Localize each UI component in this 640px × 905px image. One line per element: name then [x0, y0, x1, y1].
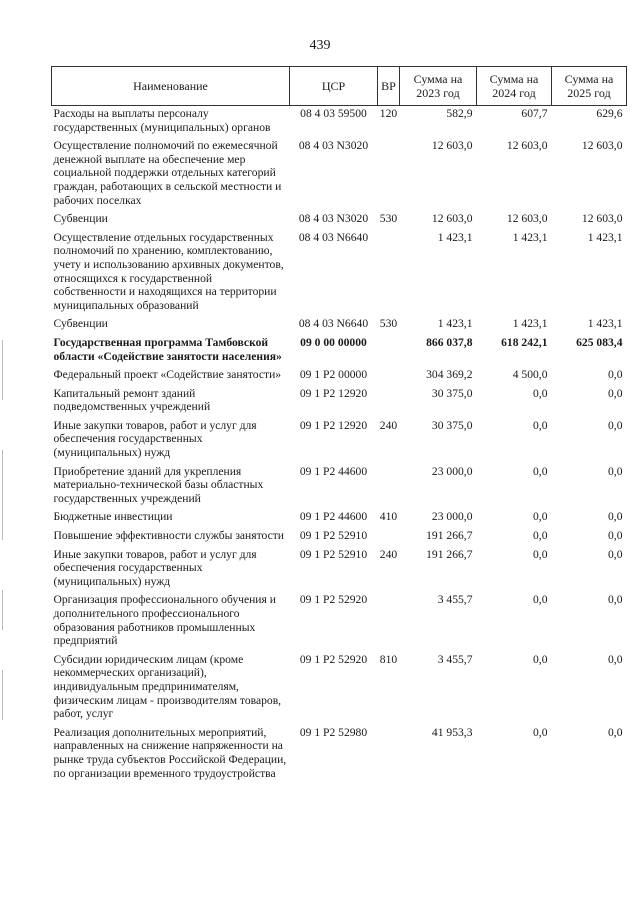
- cell-vr: 530: [379, 212, 398, 226]
- cell-sum-2024: 12 603,0: [506, 212, 548, 226]
- cell-sum-2024: 618 242,1: [501, 335, 548, 349]
- cell-csr: 09 1 P2 12920: [299, 418, 368, 432]
- cell-csr: 09 1 P2 44600: [299, 510, 368, 524]
- cell-sum-2024: 0,0: [533, 547, 548, 561]
- cell-sum-2025: 0,0: [608, 464, 623, 478]
- cell-csr: 09 0 00 00000: [300, 335, 367, 349]
- cell-sum-2025: 0,0: [608, 510, 623, 524]
- cell-vr: [378, 528, 400, 547]
- header-sum-2024: Сумма на 2024 год: [477, 67, 552, 106]
- budget-table: [51, 66, 627, 784]
- cell-vr: 240: [379, 418, 398, 432]
- cell-name: Субсидии юридическим лицам (кроме некоммерческих организаций), индивидуальным предпринимателям, физическим лицам - производителям товаров, работ, услуг: [53, 652, 282, 721]
- cell-name: Расходы на выплаты персоналу государственных (муниципальных) органов: [53, 107, 271, 134]
- table-row: [52, 335, 627, 367]
- cell-sum-2024: 1 423,1: [512, 317, 548, 331]
- cell-name: Субвенции: [53, 212, 108, 226]
- cell-name: Субвенции: [53, 317, 108, 331]
- margin-marks: [2, 340, 4, 720]
- cell-sum-2023: 191 266,7: [426, 529, 473, 543]
- cell-sum-2023: 23 000,0: [431, 510, 473, 524]
- cell-sum-2025: 0,0: [608, 386, 623, 400]
- cell-name: Осуществление отдельных государственных полномочий по хранению, комплектованию, учету и использованию архивных документов, относящихся к государственной собственности и находящихся на территории муниципальных образований: [53, 230, 284, 312]
- cell-sum-2025: 629,6: [596, 107, 623, 120]
- cell-vr: [378, 464, 400, 510]
- cell-sum-2025: 625 083,4: [576, 335, 623, 349]
- cell-csr: 08 4 03 59500: [300, 107, 367, 120]
- cell-csr: 08 4 03 N6640: [298, 317, 369, 331]
- header-sum-2023: Сумма на 2023 год: [400, 67, 477, 106]
- page-number: 439: [309, 38, 331, 53]
- header-name: Наименование: [52, 67, 290, 106]
- table-row: [52, 138, 627, 211]
- cell-csr: 08 4 03 N6640: [298, 230, 369, 244]
- cell-vr: [378, 725, 400, 784]
- table-row: [52, 418, 627, 464]
- cell-sum-2023: 1 423,1: [437, 230, 473, 244]
- cell-sum-2023: 12 603,0: [431, 212, 473, 226]
- cell-vr: [378, 367, 400, 386]
- cell-name: Бюджетные инвестиции: [53, 510, 173, 524]
- cell-sum-2025: 12 603,0: [581, 139, 623, 153]
- cell-csr: 09 1 P2 52910: [299, 547, 368, 561]
- cell-sum-2025: 0,0: [608, 593, 623, 607]
- header-sum-2025: Сумма на 2025 год: [552, 67, 627, 106]
- table-row: [52, 211, 627, 230]
- table-row: [52, 367, 627, 386]
- cell-sum-2025: 0,0: [608, 652, 623, 666]
- cell-sum-2023: 1 423,1: [437, 317, 473, 331]
- cell-vr: 410: [379, 510, 398, 524]
- cell-sum-2025: 1 423,1: [587, 230, 623, 244]
- cell-sum-2024: 0,0: [533, 529, 548, 543]
- cell-vr: 810: [379, 652, 398, 666]
- table-row: [52, 547, 627, 593]
- table-row: [52, 386, 627, 418]
- cell-vr: [378, 138, 400, 211]
- cell-name: Федеральный проект «Содействие занятости»: [53, 368, 282, 382]
- cell-sum-2023: 3 455,7: [437, 593, 473, 607]
- cell-sum-2024: 4 500,0: [512, 368, 548, 382]
- table-row: [52, 652, 627, 725]
- cell-csr: 09 1 P2 44600: [299, 464, 368, 478]
- cell-vr: 120: [379, 107, 398, 120]
- table-row: [52, 592, 627, 651]
- table-row: [52, 316, 627, 335]
- cell-name: Иные закупки товаров, работ и услуг для обеспечения государственных (муниципальных) нужд: [53, 547, 257, 588]
- cell-sum-2023: 304 369,2: [426, 368, 473, 382]
- cell-csr: 09 1 P2 52920: [299, 652, 368, 666]
- cell-sum-2024: 0,0: [533, 418, 548, 432]
- cell-vr: [378, 335, 400, 367]
- cell-sum-2023: 12 603,0: [431, 139, 473, 153]
- cell-sum-2023: 191 266,7: [426, 547, 473, 561]
- cell-sum-2024: 12 603,0: [506, 139, 548, 153]
- cell-vr: [378, 386, 400, 418]
- cell-sum-2024: 0,0: [533, 386, 548, 400]
- table-row: [52, 528, 627, 547]
- cell-name: Осуществление полномочий по ежемесячной денежной выплате на обеспечение мер социальной поддержки отдельных категорий граждан, работающих в сельской местности и рабочих поселках: [53, 139, 282, 207]
- header-csr: ЦСР: [290, 67, 378, 106]
- cell-csr: 09 1 P2 52920: [299, 593, 368, 607]
- cell-vr: [378, 230, 400, 317]
- cell-sum-2023: 866 037,8: [426, 335, 473, 349]
- cell-name: Иные закупки товаров, работ и услуг для обеспечения государственных (муниципальных) нужд: [53, 418, 257, 460]
- cell-vr: 530: [379, 317, 398, 331]
- cell-sum-2024: 0,0: [533, 652, 548, 666]
- cell-sum-2023: 30 375,0: [431, 418, 473, 432]
- cell-name: Повышение эффективности службы занятости: [53, 529, 284, 543]
- table-row: [52, 509, 627, 528]
- cell-vr: 240: [379, 547, 398, 561]
- cell-name: Реализация дополнительных мероприятий, направленных на снижение напряженности на рынке труда субъектов Российской Федерации, по организации временного трудоустройства: [53, 725, 287, 780]
- cell-sum-2025: 0,0: [608, 529, 623, 543]
- cell-csr: 09 1 P2 00000: [299, 368, 368, 382]
- cell-sum-2024: 607,7: [521, 107, 548, 120]
- cell-sum-2023: 3 455,7: [437, 652, 473, 666]
- cell-name: Государственная программа Тамбовской области «Содействие занятости населения»: [53, 335, 282, 363]
- cell-sum-2023: 582,9: [446, 107, 473, 120]
- cell-sum-2023: 41 953,3: [431, 725, 473, 739]
- cell-sum-2025: 0,0: [608, 368, 623, 382]
- cell-vr: [378, 592, 400, 651]
- cell-sum-2025: 1 423,1: [587, 317, 623, 331]
- cell-name: Организация профессионального обучения и дополнительного профессионального образования работников промышленных предприятий: [53, 593, 276, 648]
- cell-csr: 09 1 P2 52910: [299, 529, 368, 543]
- cell-sum-2024: 1 423,1: [512, 230, 548, 244]
- table-row: [52, 230, 627, 317]
- cell-sum-2024: 0,0: [533, 593, 548, 607]
- table-header-row: [52, 67, 627, 106]
- cell-sum-2025: 0,0: [608, 418, 623, 432]
- table-row: [52, 106, 627, 139]
- cell-csr: 08 4 03 N3020: [298, 139, 369, 153]
- cell-sum-2024: 0,0: [533, 725, 548, 739]
- cell-sum-2023: 23 000,0: [431, 464, 473, 478]
- table-row: [52, 464, 627, 510]
- cell-sum-2025: 0,0: [608, 725, 623, 739]
- cell-sum-2025: 12 603,0: [581, 212, 623, 226]
- cell-sum-2025: 0,0: [608, 547, 623, 561]
- table-row: [52, 725, 627, 784]
- cell-csr: 08 4 03 N3020: [298, 212, 369, 226]
- cell-sum-2024: 0,0: [533, 510, 548, 524]
- header-vr: ВР: [378, 67, 400, 106]
- cell-sum-2023: 30 375,0: [431, 386, 473, 400]
- cell-name: Приобретение зданий для укрепления материально-технической базы областных государственных учреждений: [53, 464, 264, 505]
- table-body: [52, 106, 627, 785]
- cell-csr: 09 1 P2 12920: [299, 386, 368, 400]
- cell-csr: 09 1 P2 52980: [299, 725, 368, 739]
- cell-name: Капитальный ремонт зданий подведомственных учреждений: [53, 386, 211, 414]
- cell-sum-2024: 0,0: [533, 464, 548, 478]
